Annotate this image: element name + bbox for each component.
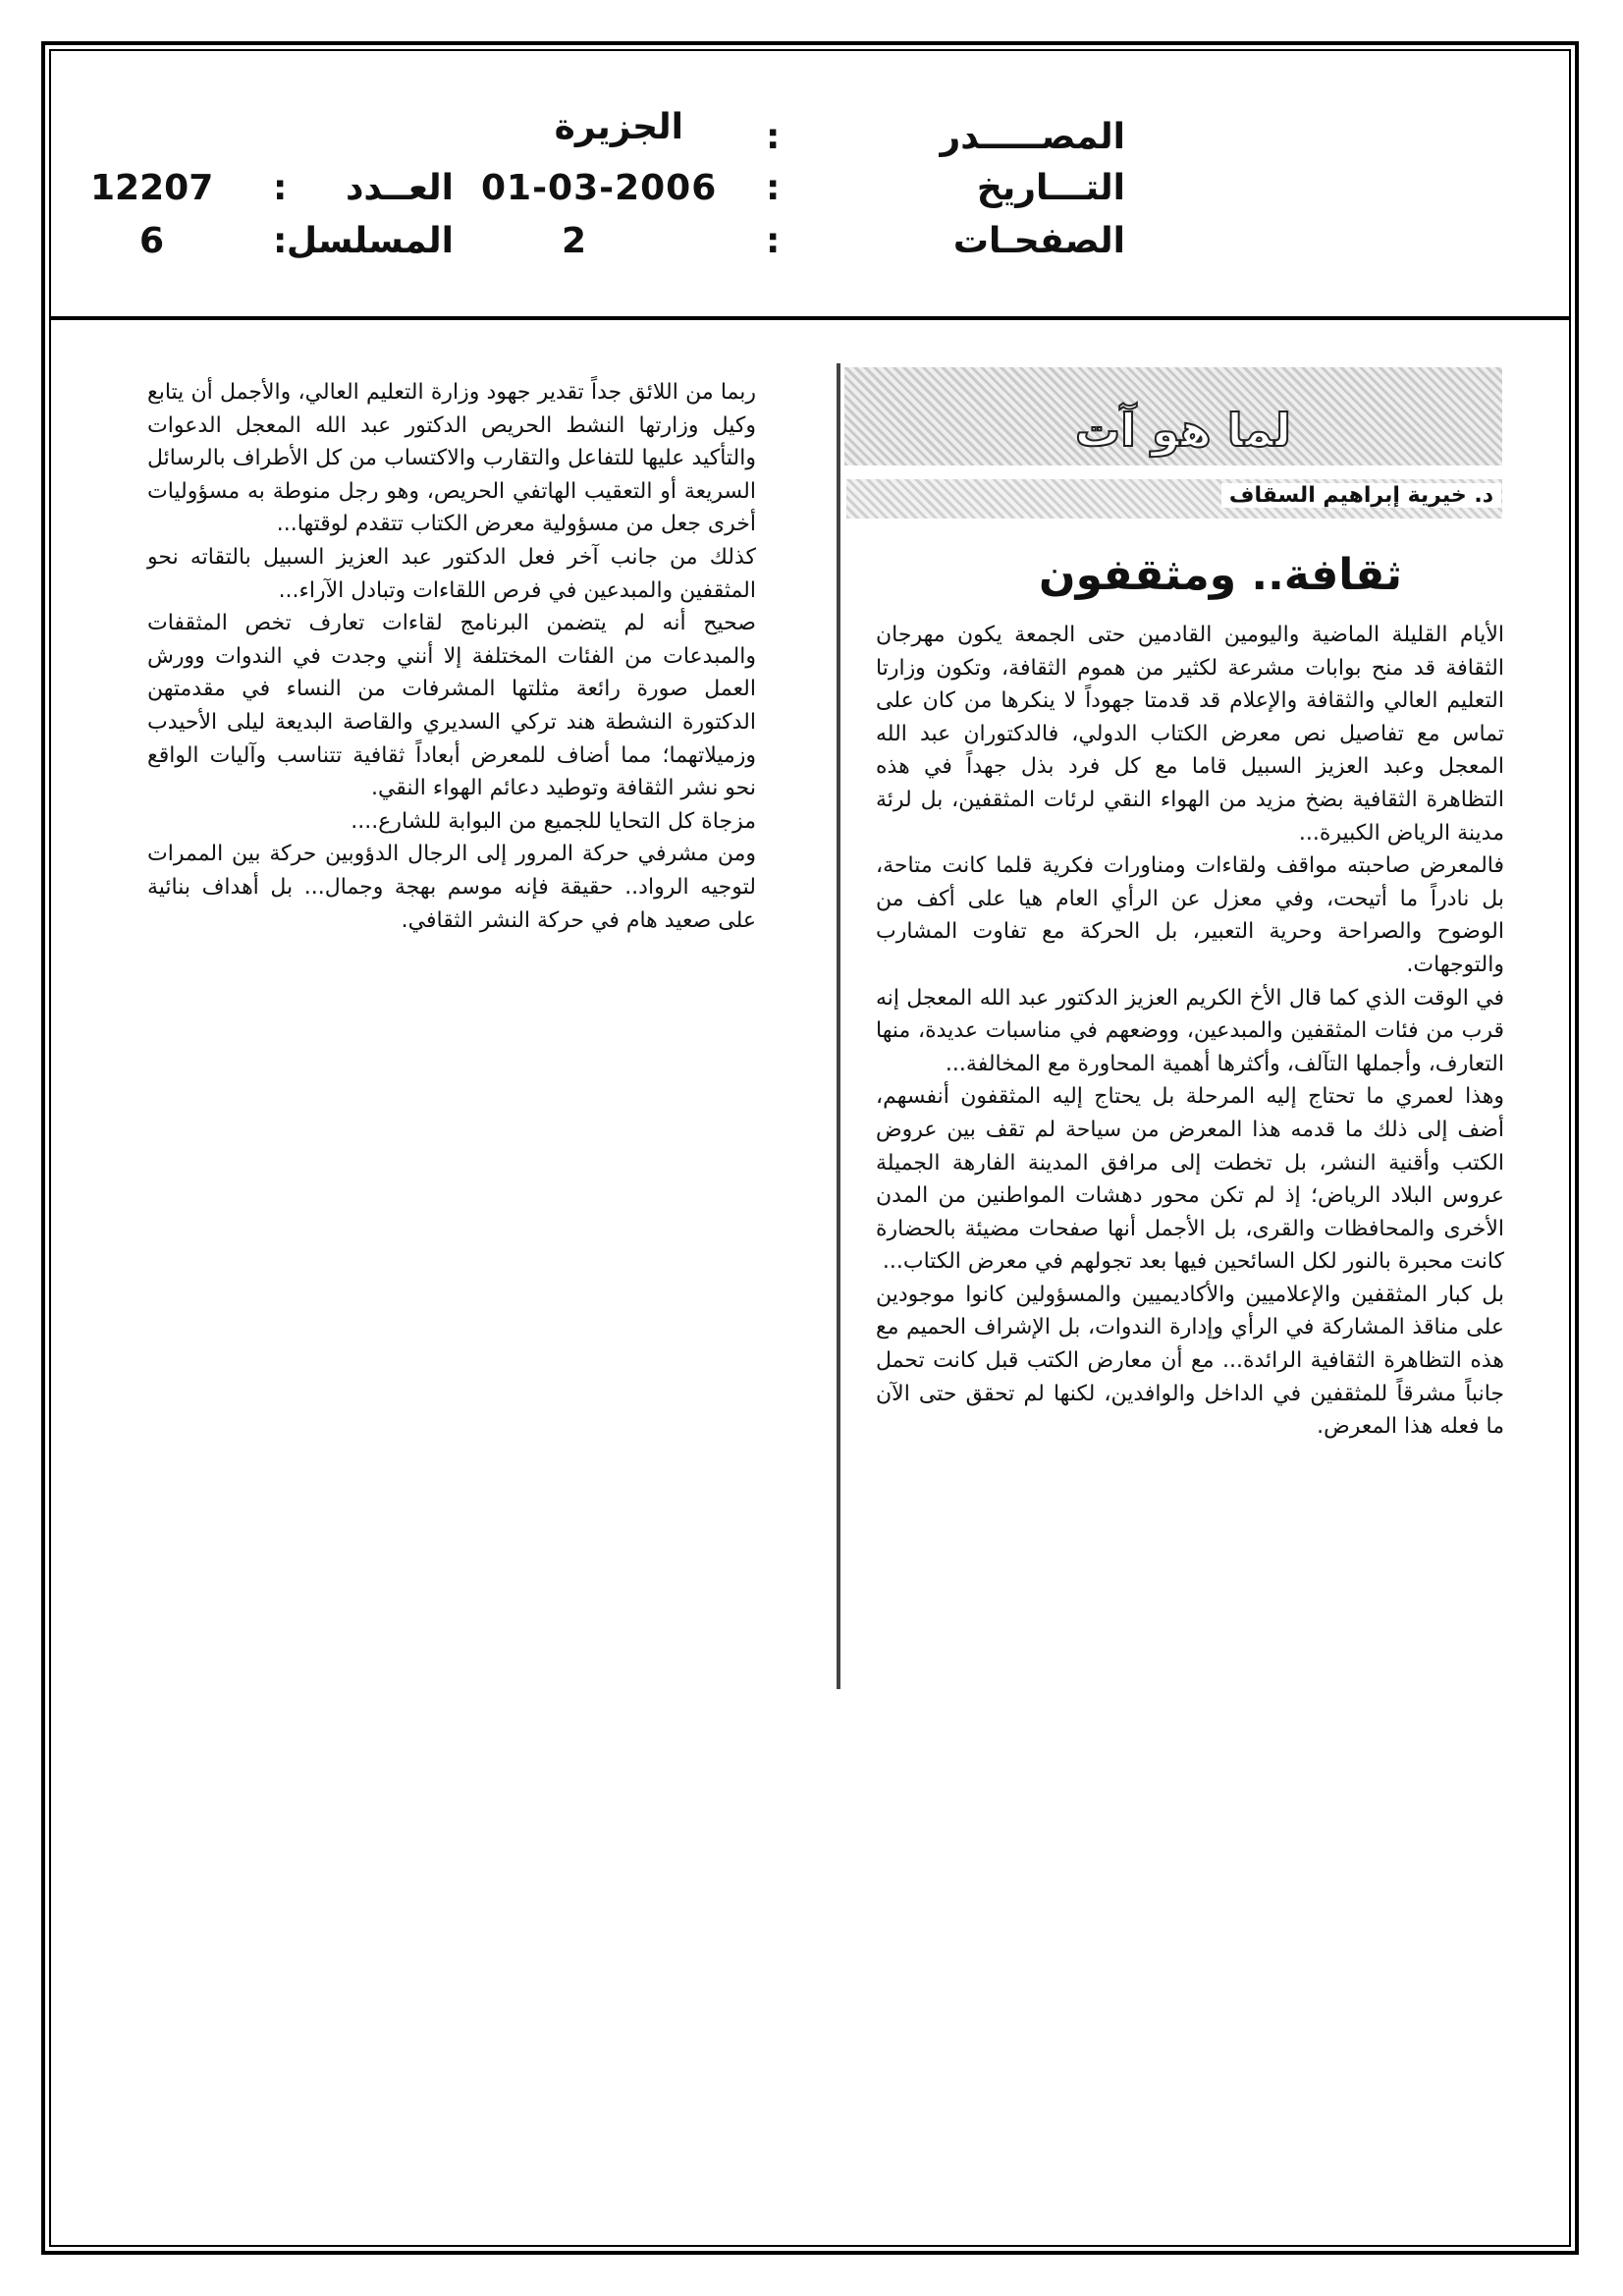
byline: د. خيرية إبراهيم السقاف — [1221, 483, 1501, 508]
serial-label: المسلسل — [286, 221, 454, 261]
paragraph: بل كبار المثقفين والإعلاميين والأكاديميين والمسؤولين كانوا موجودين على مناقذ المشاركة في الرأي وإدارة الندوات، بل الإشراف الحميم مع هذه التظاهرة الثقافية الرائدة... مع أن معارض الكتب قبل كانت تحمل جانباً مشرقاً للمثقفين في الداخل والوافدين، لكنها لم تحقق حتى الآن ما فعله هذا المعرض. — [876, 1282, 1504, 1440]
source-value: الجزيرة — [554, 107, 683, 147]
article-column-left — [147, 376, 756, 937]
paragraph: وهذا لعمري ما تحتاج إليه المرحلة بل يحتاج إليه المثقفون أنفسهم، أضف إلى ذلك ما قدمه هذا المعرض من سياحة لم تقف بين عروض الكتب وأقنية النشر، بل تخطت إلى مرافق المدينة الفارهة الجميلة عروس البلاد الرياض؛ إذ لم تكن محور دهشات المواطنين من المدن الأخرى والمحافظات والقرى، بل الأجمل أنها صفحات مضيئة بالحضارة كانت محبرة بالنور لكل السائحين فيها بعد تجولهم في معرض الكتاب... — [876, 1084, 1504, 1275]
paragraph: ومن مشرفي حركة المرور إلى الرجال الدؤوبين حركة بين الممرات لتوجيه الرواد.. حقيقة فإنه موسم بهجة وجمال... بل أهداف بنائية على صعيد هام في حركة النشر الثقافي. — [147, 842, 756, 933]
date-value: 01-03-2006 — [481, 168, 718, 208]
source-colon: : — [766, 117, 781, 157]
paragraph: صحيح أنه لم يتضمن البرنامج لقاءات تعارف تخص المثقفات والمبدعات من الفئات المختلفة إلا أنني وجدت في الندوات وورش العمل صورة رائعة مثلتها المشرفات من النساء في مقدمتهن الدكتورة النشطة هند تركي السديري والقاصة البديعة ليلى الأحيدب وزميلاتهما؛ مما أضاف للمعرض أبعاداً ثقافية تتناسب وآليات الواقع نحو نشر الثقافة وتوطيد دعائم الهواء النقي. — [147, 611, 756, 801]
paragraph: كذلك من جانب آخر فعل الدكتور عبد العزيز السبيل بالتقاته نحو المثقفين والمبدعين في فرص اللقاءات وتبادل الآراء... — [147, 544, 756, 603]
paragraph: فالمعرض صاحبته مواقف ولقاءات ومناورات فكرية قلما كانت متاحة، بل نادراً ما أتيحت، وفي معزل عن الرأي العام هيا على أكف من الوضوح والصراحة وحرية التعبير، بل الحركة مع تفاوت المشارب والتوجهات. — [876, 853, 1504, 977]
paragraph: الأيام القليلة الماضية واليومين القادمين حتى الجمعة يكون مهرجان الثقافة قد منح بوابات مشرعة لكثير من هموم الثقافة، وتكون وزارتا التعليم العالي والثقافة والإعلام قد قدمتا جهوداً لا ينكرها من كان على تماس مع تفاصيل نص معرض الكتاب الدولي، فالدكتوران عبد الله المعجل وعبد العزيز السبيل قاما مع كل فرد بذل جهداً في هذه التظاهرة الثقافية بضخ مزيد من الهواء النقي لرئات المثقفين، بل لرئة مدينة الرياض الكبيرة... — [876, 623, 1504, 846]
paragraph: في الوقت الذي كما قال الأخ الكريم العزيز الدكتور عبد الله المعجل إنه قرب من فئات المثقفين والمبدعين، ووضعهم في مناسبات عديدة، منها التعارف، وأجملها التآلف، وأكثرها أهمية المحاورة مع المخالفة... — [876, 985, 1504, 1076]
source-label: المصـــــدر — [940, 117, 1125, 157]
paragraph: ربما من اللائق جداً تقدير جهود وزارة التعليم العالي، والأجمل أن يتابع وكيل وزارتها النشط الحريص الدكتور عبد الله المعجل الدعوات والتأكيد عليها للتفاعل والتقارب والاكتساب من كل الأطراف بالرسائل السريعة أو التعقيب الهاتفي الحريص، وهو رجل منوطة به مسؤوليات أخرى جعل من مسؤولية معرض الكتاب تتقدم لوقتها... — [147, 380, 756, 537]
article-headline: ثقافة.. ومثقفون — [1039, 550, 1402, 600]
serial-colon: : — [273, 221, 288, 261]
clipping-header — [51, 51, 1569, 320]
date-colon: : — [766, 168, 781, 208]
date-label: التـــاريخ — [976, 168, 1125, 208]
serial-value: 6 — [139, 221, 165, 261]
pages-value: 2 — [562, 221, 587, 261]
paragraph: مزجاة كل التحايا للجميع من البوابة للشارع.... — [351, 808, 756, 834]
pages-label: الصفحـات — [952, 221, 1125, 261]
issue-label: العــدد — [345, 168, 454, 208]
column-divider — [837, 363, 840, 1689]
column-logo: لما هو آت — [1074, 404, 1292, 457]
pages-colon: : — [766, 221, 781, 261]
issue-value: 12207 — [90, 168, 214, 208]
article-column-right — [876, 619, 1504, 1444]
issue-colon: : — [273, 168, 288, 208]
